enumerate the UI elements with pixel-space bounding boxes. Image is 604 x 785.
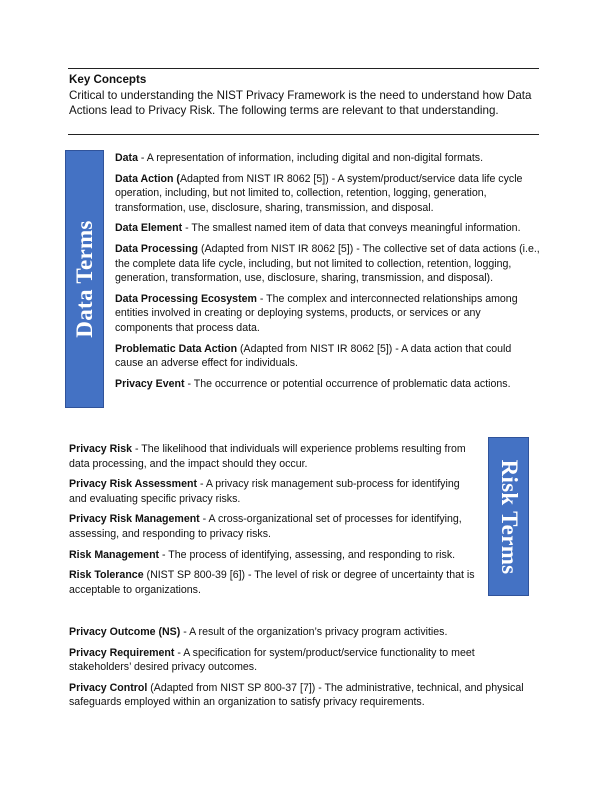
term-entry	[69, 568, 479, 597]
term-name: Problematic Data Action	[115, 342, 238, 355]
term-name: Data	[115, 152, 138, 164]
outcome-terms-list	[69, 625, 539, 716]
term-entry	[115, 242, 540, 286]
term-name: Data Processing Ecosystem	[115, 292, 257, 305]
data-terms-list	[115, 151, 540, 397]
term-name: Data Element	[115, 222, 183, 235]
bottom-rule	[68, 134, 539, 135]
term-name: Privacy Risk	[69, 443, 133, 455]
term-definition: - The likelihood that individuals will experience problems resulting from data processing, and the impact should they occur.	[69, 443, 466, 470]
term-definition: - The occurrence or potential occurrence of problematic data actions.	[184, 377, 511, 390]
term-name: Data Action (	[115, 172, 180, 185]
risk-terms-sidebar	[488, 437, 529, 596]
term-entry	[69, 625, 539, 640]
term-definition: (Adapted from NIST IR 8062 [5]) - A data action that could cause an adverse effect for individuals.	[115, 342, 512, 370]
term-entry	[69, 442, 479, 471]
term-entry	[115, 342, 540, 371]
risk-terms-label: Risk Terms	[496, 459, 522, 574]
term-definition: (NIST SP 800-39 [6]) - The level of risk or degree of uncertainty that is acceptable to organizations.	[69, 569, 475, 596]
term-entry	[115, 377, 540, 392]
term-entry	[69, 681, 539, 710]
term-definition: (Adapted from NIST IR 8062 [5]) - The collective set of data actions (i.e., the complete data life cycle, including, but not limited to collection, retention, logging, generation, transformation, use, disclosure, sharing, transmission, and disposal).	[115, 242, 540, 285]
term-definition: - The smallest named item of data that conveys meaningful information.	[182, 222, 521, 235]
term-definition: - A cross-organizational set of processes for identifying, assessing, and responding to privacy risks.	[69, 513, 462, 540]
key-concepts-heading: Key Concepts	[69, 73, 147, 86]
term-entry	[69, 477, 479, 506]
data-terms-label: Data Terms	[71, 220, 97, 338]
term-definition: Adapted from NIST IR 8062 [5]) - A system/product/service data life cycle operation, including, but not limited to, collection, retention, logging, generation, transformation, use, disclosure, sharing, transmission, and disposal.	[115, 172, 523, 214]
term-entry	[69, 548, 479, 563]
term-name: Privacy Outcome (NS)	[69, 626, 181, 638]
term-entry	[115, 172, 540, 216]
term-entry	[115, 221, 540, 236]
top-rule	[68, 68, 539, 69]
term-definition: - A privacy risk management sub-process for identifying and evaluating specific privacy risks.	[69, 478, 460, 505]
data-terms-sidebar	[65, 150, 104, 408]
term-entry	[115, 151, 540, 166]
term-definition: - A representation of information, including digital and non-digital formats.	[137, 152, 484, 164]
term-definition: (Adapted from NIST SP 800-37 [7]) - The administrative, technical, and physical safeguards employed within an organization to satisfy privacy requirements.	[69, 681, 524, 709]
term-name: Privacy Requirement	[69, 646, 175, 659]
term-entry	[69, 512, 479, 541]
term-definition: - A specification for system/product/service functionality to meet stakeholders’ desired privacy outcomes.	[69, 646, 475, 674]
term-definition: - The complex and interconnected relationships among entities involved in creating or deploying systems, products, or services or any components that process data.	[115, 292, 518, 334]
term-name: Privacy Risk Management	[69, 513, 200, 526]
term-name: Privacy Control	[69, 681, 148, 694]
term-name: Risk Management	[69, 548, 160, 561]
term-definition: - The process of identifying, assessing, and responding to risk.	[159, 548, 456, 561]
term-definition: - A result of the organization’s privacy program activities.	[180, 626, 448, 638]
key-concepts-section	[69, 72, 539, 119]
term-entry	[115, 292, 540, 336]
key-concepts-body: Critical to understanding the NIST Privacy Framework is the need to understand how Data Actions lead to Privacy Risk. The following terms are relevant to that understanding.	[69, 88, 532, 117]
term-name: Privacy Event	[115, 377, 185, 390]
term-name: Data Processing	[115, 242, 199, 255]
term-name: Risk Tolerance	[69, 569, 144, 582]
term-entry	[69, 646, 539, 675]
term-name: Privacy Risk Assessment	[69, 478, 197, 491]
risk-terms-list	[69, 442, 479, 603]
